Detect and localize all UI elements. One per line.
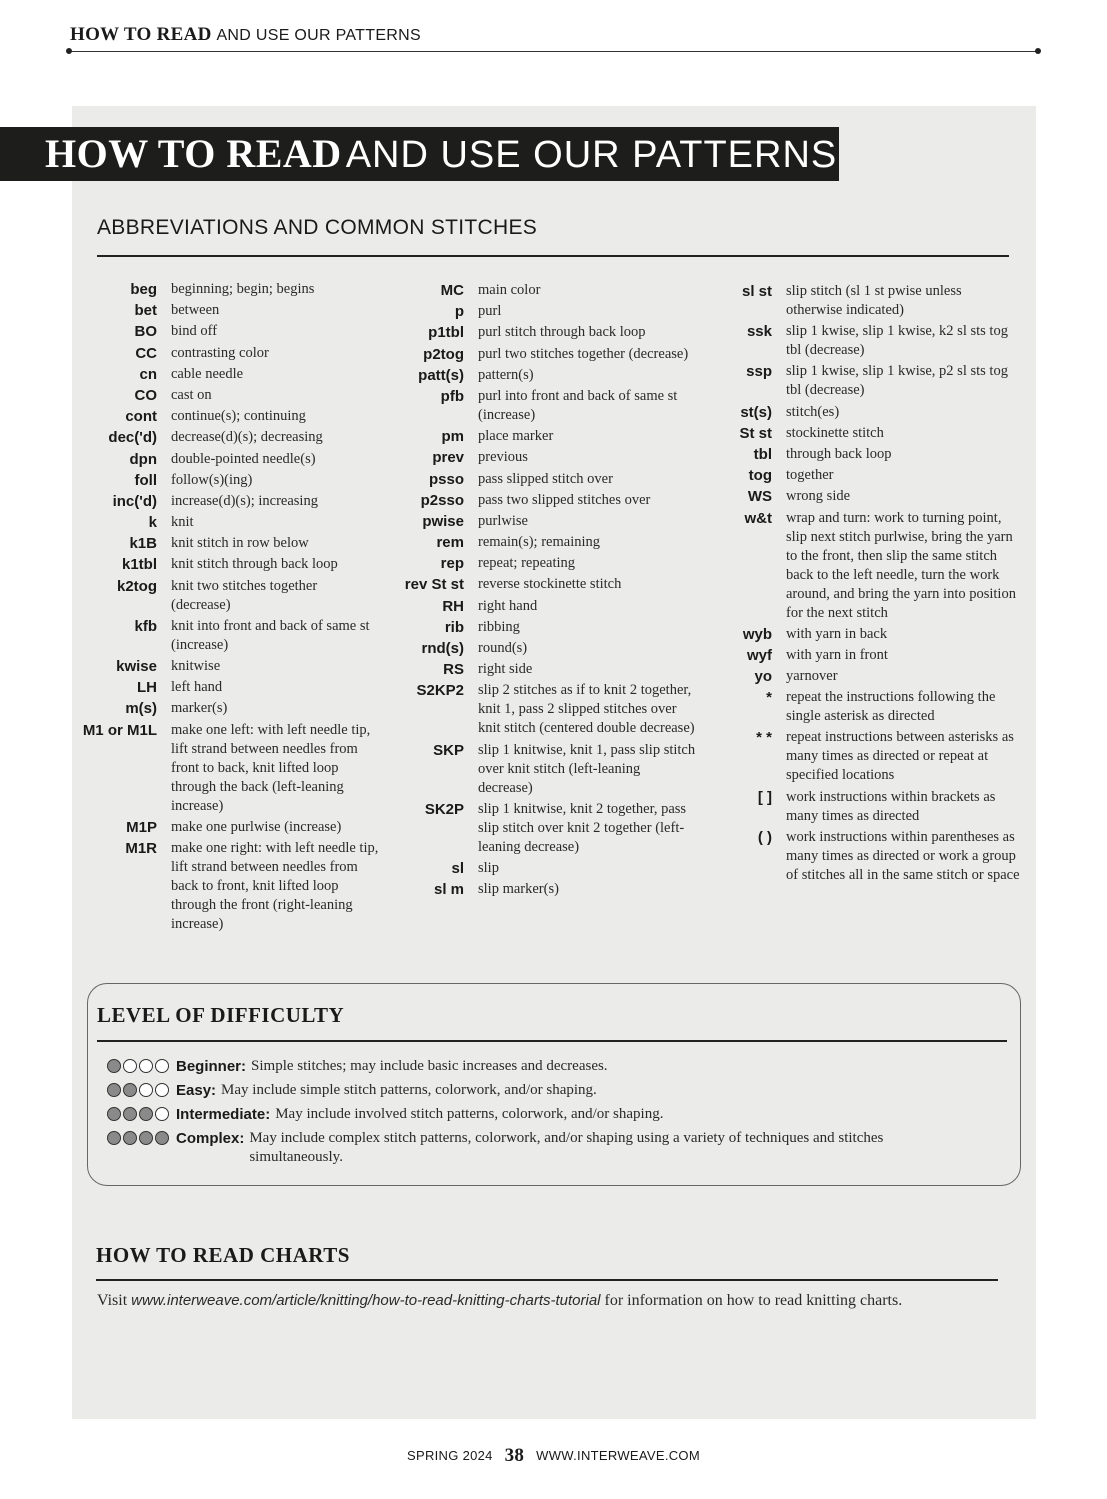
difficulty-level	[107, 1057, 608, 1076]
abbreviation-row	[700, 403, 1020, 422]
abbreviation-definition: make one purlwise (increase)	[171, 818, 342, 835]
abbreviation-row	[388, 880, 698, 899]
abbreviation-row	[80, 839, 380, 934]
abbreviation-term: RS	[443, 661, 464, 679]
abbreviation-term: rem	[436, 534, 464, 552]
abbreviation-definition: right hand	[478, 597, 538, 614]
abbreviations-column-2	[388, 281, 698, 901]
abbreviation-row	[80, 280, 380, 299]
abbreviation-definition: slip 1 kwise, slip 1 kwise, p2 sl sts tog tbl (decrease)	[786, 363, 1008, 399]
abbreviation-definition: slip 1 knitwise, knit 1, pass slip stitch over knit stitch (left-leaning decrease)	[478, 741, 696, 796]
abbreviation-row	[388, 575, 698, 594]
abbreviation-definition: slip 2 stitches as if to knit 2 together, knit 1, pass 2 slipped stitches over knit stitch (centered double decrease)	[478, 682, 695, 737]
abbreviation-term: rib	[444, 618, 464, 636]
difficulty-rule	[97, 1040, 1007, 1042]
abbreviation-term: w&t	[744, 509, 772, 527]
abbreviation-definition: right side	[478, 661, 533, 678]
abbreviation-term: sl	[451, 859, 464, 877]
abbreviation-row	[700, 487, 1020, 506]
abbreviations-title: ABBREVIATIONS AND COMMON STITCHES	[97, 216, 538, 239]
abbreviation-term: SK2P	[424, 800, 464, 818]
abbreviation-row	[80, 365, 380, 384]
abbreviation-definition: round(s)	[478, 640, 528, 656]
abbreviation-term: BO	[134, 323, 157, 341]
abbreviation-row	[388, 800, 698, 857]
abbreviation-definition: stockinette stitch	[786, 424, 884, 441]
abbreviation-term: [ ]	[757, 788, 772, 806]
abbreviation-term: psso	[428, 470, 464, 488]
abbreviation-definition: purl	[478, 303, 502, 320]
abbreviation-row	[700, 282, 1020, 320]
abbreviation-row	[700, 728, 1020, 785]
abbreviation-definition: purl into front and back of same st (increase)	[478, 387, 678, 423]
abbreviation-term: S2KP2	[416, 682, 464, 700]
abbreviation-definition: contrasting color	[171, 344, 269, 361]
abbreviation-definition: knit two stitches together (decrease)	[171, 577, 318, 613]
abbreviation-definition: repeat instructions between asterisks as many times as directed or repeat at specified locations	[786, 729, 1014, 784]
abbreviation-term: St st	[739, 424, 772, 442]
abbreviation-definition: stitch(es)	[786, 403, 840, 420]
abbreviation-row	[388, 470, 698, 489]
abbreviation-definition: knit stitch in row below	[171, 535, 309, 552]
abbreviation-term: k1B	[129, 535, 157, 553]
abbreviations-rule	[97, 255, 1009, 257]
abbreviation-term: p2sso	[420, 491, 464, 509]
abbreviation-definition: together	[786, 467, 834, 484]
abbreviation-definition: reverse stockinette stitch	[478, 576, 622, 593]
abbreviation-term: beg	[130, 281, 157, 298]
abbreviation-definition: yarnover	[786, 668, 838, 685]
difficulty-description: Simple stitches; may include basic increases and decreases.	[251, 1058, 608, 1074]
abbreviation-term: st(s)	[740, 403, 772, 421]
abbreviation-definition: make one left: with left needle tip, lift strand between needles from front to back, knit lifted loop through the back (left-leaning increase)	[171, 721, 371, 814]
abbreviation-row	[388, 302, 698, 321]
rating-circle-icon	[155, 1059, 169, 1073]
abbreviation-term: cn	[139, 365, 157, 383]
page-footer	[0, 1444, 1107, 1466]
abbreviation-term: ssk	[746, 323, 772, 341]
abbreviation-definition: place marker	[478, 428, 554, 445]
abbreviation-term: p1tbl	[428, 324, 464, 342]
rating-circle-icon	[139, 1131, 153, 1145]
difficulty-description: May include involved stitch patterns, colorwork, and/or shaping.	[275, 1106, 664, 1122]
abbreviation-row	[700, 466, 1020, 485]
abbreviation-definition: beginning; begin; begins	[171, 281, 315, 297]
abbreviation-row	[80, 657, 380, 676]
abbreviations-column-1	[80, 280, 380, 936]
abbreviation-definition: wrong side	[786, 488, 851, 505]
difficulty-title: LEVEL OF DIFFICULTY	[97, 1003, 345, 1027]
abbreviation-term: SKP	[433, 741, 464, 759]
abbreviation-definition: purlwise	[478, 512, 528, 529]
abbreviation-definition: with yarn in back	[786, 625, 888, 642]
page-title-bold: HOW TO READ	[45, 131, 342, 176]
abbreviation-term: cont	[125, 408, 157, 426]
abbreviation-definition: left hand	[171, 679, 223, 696]
difficulty-level	[107, 1081, 597, 1100]
abbreviation-definition: cable needle	[171, 365, 244, 382]
abbreviation-term: *	[766, 689, 772, 707]
abbreviation-row	[700, 828, 1020, 885]
abbreviation-definition: repeat; repeating	[478, 555, 576, 572]
abbreviation-term: inc('d)	[112, 492, 157, 510]
rating-circle-icon	[155, 1107, 169, 1121]
abbreviation-definition: slip	[478, 859, 499, 876]
charts-tutorial-link[interactable]: www.interweave.com/article/knitting/how-to-read-knitting-charts-tutorial	[131, 1292, 601, 1309]
difficulty-description: May include complex stitch patterns, colorwork, and/or shaping using a variety of techniques and stitches simultaneously.	[249, 1130, 884, 1165]
abbreviation-definition: remain(s); remaining	[478, 534, 600, 551]
abbreviation-definition: with yarn in front	[786, 646, 888, 663]
abbreviation-row	[80, 513, 380, 532]
abbreviation-term: WS	[747, 488, 772, 506]
abbreviation-term: MC	[440, 282, 464, 299]
abbreviation-term: kwise	[116, 658, 157, 675]
difficulty-level	[107, 1105, 663, 1124]
abbreviation-row	[80, 699, 380, 718]
abbreviation-row	[388, 345, 698, 364]
abbreviation-row	[80, 555, 380, 574]
abbreviation-term: foll	[134, 471, 157, 489]
rating-circle-icon	[123, 1107, 137, 1121]
abbreviation-row	[700, 509, 1020, 623]
difficulty-rating-icon	[107, 1059, 169, 1073]
abbreviation-term: pfb	[440, 387, 464, 405]
abbreviation-row	[388, 618, 698, 637]
abbreviation-definition: make one right: with left needle tip, lift strand between needles from back to front, knit lifted loop through the front (right-leaning increase)	[171, 839, 379, 932]
abbreviation-row	[388, 366, 698, 385]
rating-circle-icon	[123, 1083, 137, 1097]
abbreviation-definition: repeat the instructions following the single asterisk as directed	[786, 689, 996, 725]
rating-circle-icon	[107, 1059, 121, 1073]
rating-circle-icon	[139, 1059, 153, 1073]
abbreviation-row	[80, 721, 380, 816]
abbreviation-definition: marker(s)	[171, 700, 228, 717]
abbreviation-definition: main color	[478, 282, 541, 298]
abbreviation-term: prev	[432, 449, 464, 467]
abbreviation-row	[388, 512, 698, 531]
abbreviation-term: rep	[440, 555, 464, 573]
rule-dot-right	[1035, 48, 1041, 54]
abbreviation-definition: double-pointed needle(s)	[171, 450, 316, 467]
rating-circle-icon	[107, 1107, 121, 1121]
difficulty-label: Beginner:	[176, 1058, 247, 1075]
rating-circle-icon	[155, 1083, 169, 1097]
rating-circle-icon	[155, 1131, 169, 1145]
abbreviation-definition: purl two stitches together (decrease)	[478, 345, 689, 362]
running-header-rest: AND USE OUR PATTERNS	[216, 27, 421, 44]
abbreviation-term: * *	[756, 729, 772, 747]
rating-circle-icon	[139, 1083, 153, 1097]
abbreviation-row	[388, 554, 698, 573]
abbreviation-row	[388, 281, 698, 300]
rating-circle-icon	[139, 1107, 153, 1121]
abbreviation-row	[80, 322, 380, 341]
abbreviation-term: p2tog	[423, 345, 464, 363]
abbreviation-term: yo	[754, 668, 772, 686]
abbreviation-row	[80, 577, 380, 615]
abbreviation-term: tog	[748, 467, 772, 485]
difficulty-label: Complex:	[176, 1130, 245, 1147]
abbreviation-row	[700, 646, 1020, 665]
abbreviation-definition: bind off	[171, 323, 218, 340]
abbreviation-row	[80, 344, 380, 363]
abbreviation-row	[700, 424, 1020, 443]
abbreviation-row	[388, 448, 698, 467]
abbreviation-definition: ribbing	[478, 618, 520, 635]
abbreviation-definition: knit into front and back of same st (increase)	[171, 617, 370, 653]
abbreviation-row	[388, 491, 698, 510]
abbreviation-definition: continue(s); continuing	[171, 408, 306, 425]
charts-text-before: Visit	[97, 1292, 128, 1309]
abbreviation-term: CO	[134, 386, 157, 404]
rating-circle-icon	[123, 1059, 137, 1073]
abbreviation-row	[700, 788, 1020, 826]
abbreviation-row	[700, 362, 1020, 400]
abbreviation-row	[388, 859, 698, 878]
abbreviation-term: dpn	[129, 450, 157, 468]
abbreviation-row	[80, 386, 380, 405]
abbreviation-term: ( )	[757, 828, 772, 846]
footer-issue: SPRING 2024	[407, 1448, 493, 1463]
abbreviation-row	[700, 688, 1020, 726]
abbreviation-definition: knit	[171, 514, 194, 531]
abbreviation-term: p	[454, 303, 464, 321]
abbreviation-term: sl st	[741, 283, 772, 300]
abbreviation-term: sl m	[433, 881, 464, 899]
abbreviation-term: pwise	[422, 512, 464, 530]
running-header-bold: HOW TO READ	[70, 24, 212, 45]
abbreviation-definition: increase(d)(s); increasing	[171, 492, 318, 509]
abbreviation-row	[700, 625, 1020, 644]
abbreviation-definition: slip marker(s)	[478, 881, 559, 898]
abbreviation-definition: cast on	[171, 386, 212, 403]
abbreviation-term: ssp	[746, 363, 772, 381]
abbreviation-row	[80, 534, 380, 553]
difficulty-level	[107, 1129, 919, 1167]
abbreviation-definition: between	[171, 302, 220, 319]
abbreviation-definition: purl stitch through back loop	[478, 324, 646, 341]
abbreviation-row	[388, 427, 698, 446]
abbreviation-definition: pattern(s)	[478, 366, 534, 383]
abbreviation-definition: slip stitch (sl 1 st pwise unless otherwise indicated)	[786, 283, 962, 318]
abbreviation-definition: knit stitch through back loop	[171, 556, 338, 573]
abbreviation-row	[388, 387, 698, 425]
abbreviation-term: CC	[135, 344, 157, 362]
page-title	[45, 132, 837, 185]
abbreviation-row	[388, 323, 698, 342]
rating-circle-icon	[123, 1131, 137, 1145]
abbreviation-term: M1 or M1L	[82, 721, 157, 739]
abbreviation-row	[388, 597, 698, 616]
abbreviation-term: rev St st	[404, 576, 464, 594]
abbreviation-row	[80, 301, 380, 320]
abbreviation-row	[388, 681, 698, 738]
abbreviation-definition: previous	[478, 449, 528, 466]
abbreviation-definition: wrap and turn: work to turning point, slip next stitch purlwise, bring the yarn to the front, then slip the same stitch back to the left needle, turn the work around, and bring the yarn into position for the next stitch	[786, 509, 1016, 621]
abbreviation-row	[80, 678, 380, 697]
abbreviation-row	[700, 445, 1020, 464]
abbreviation-term: wyf	[746, 646, 772, 664]
title-banner	[0, 127, 839, 181]
abbreviation-definition: slip 1 kwise, slip 1 kwise, k2 sl sts tog tbl (decrease)	[786, 323, 1008, 359]
abbreviation-row	[80, 407, 380, 426]
abbreviation-row	[80, 492, 380, 511]
abbreviation-row	[80, 450, 380, 469]
difficulty-label: Easy:	[176, 1082, 217, 1099]
abbreviation-definition: follow(s)(ing)	[171, 471, 253, 488]
abbreviations-column-3	[700, 282, 1020, 887]
footer-site: WWW.INTERWEAVE.COM	[536, 1448, 700, 1463]
difficulty-rating-icon	[107, 1107, 169, 1121]
charts-text	[97, 1292, 902, 1310]
abbreviation-term: M1R	[125, 839, 157, 857]
rating-circle-icon	[107, 1083, 121, 1097]
rule-dot-left	[66, 48, 72, 54]
page-title-rest: AND USE OUR PATTERNS	[345, 134, 838, 176]
abbreviation-term: dec('d)	[108, 429, 157, 447]
abbreviation-row	[80, 617, 380, 655]
abbreviation-term: bet	[134, 302, 157, 320]
abbreviation-row	[388, 639, 698, 658]
abbreviation-row	[388, 741, 698, 798]
running-header-rule	[68, 51, 1040, 52]
running-header	[70, 24, 421, 46]
abbreviation-term: k	[148, 514, 157, 532]
rating-circle-icon	[107, 1131, 121, 1145]
charts-text-after: for information on how to read knitting charts.	[604, 1292, 903, 1309]
abbreviation-row	[80, 818, 380, 837]
abbreviation-term: LH	[137, 679, 157, 697]
abbreviation-term: M1P	[126, 818, 157, 836]
abbreviation-term: RH	[442, 597, 464, 615]
abbreviation-definition: slip 1 knitwise, knit 2 together, pass slip stitch over knit 2 together (left-leaning decrease)	[478, 800, 687, 855]
abbreviation-row	[80, 471, 380, 490]
abbreviation-definition: decrease(d)(s); decreasing	[171, 429, 323, 446]
abbreviation-row	[388, 660, 698, 679]
abbreviation-definition: pass slipped stitch over	[478, 470, 613, 487]
charts-title: HOW TO READ CHARTS	[96, 1243, 350, 1267]
abbreviation-term: pm	[441, 428, 464, 446]
charts-rule	[96, 1279, 998, 1281]
difficulty-description: May include simple stitch patterns, colorwork, and/or shaping.	[221, 1082, 597, 1098]
difficulty-rating-icon	[107, 1131, 169, 1145]
abbreviation-row	[388, 533, 698, 552]
abbreviation-term: patt(s)	[418, 366, 464, 384]
abbreviation-term: k1tbl	[121, 556, 157, 574]
difficulty-label: Intermediate:	[176, 1106, 271, 1123]
abbreviation-row	[80, 428, 380, 447]
abbreviation-term: k2tog	[116, 577, 157, 595]
abbreviation-term: m(s)	[125, 700, 157, 718]
abbreviation-term: tbl	[753, 445, 772, 463]
abbreviation-definition: pass two slipped stitches over	[478, 491, 651, 508]
abbreviation-definition: knitwise	[171, 658, 221, 674]
abbreviation-term: rnd(s)	[421, 640, 464, 657]
page-number: 38	[504, 1445, 525, 1466]
abbreviation-row	[700, 322, 1020, 360]
abbreviation-definition: through back loop	[786, 445, 892, 462]
abbreviation-definition: work instructions within parentheses as many times as directed or work a group of stitches all in the same stitch or space	[786, 828, 1020, 883]
abbreviation-term: wyb	[742, 625, 772, 643]
abbreviation-row	[700, 667, 1020, 686]
abbreviation-definition: work instructions within brackets as many times as directed	[786, 788, 996, 824]
abbreviation-term: kfb	[134, 617, 157, 635]
difficulty-rating-icon	[107, 1083, 169, 1097]
